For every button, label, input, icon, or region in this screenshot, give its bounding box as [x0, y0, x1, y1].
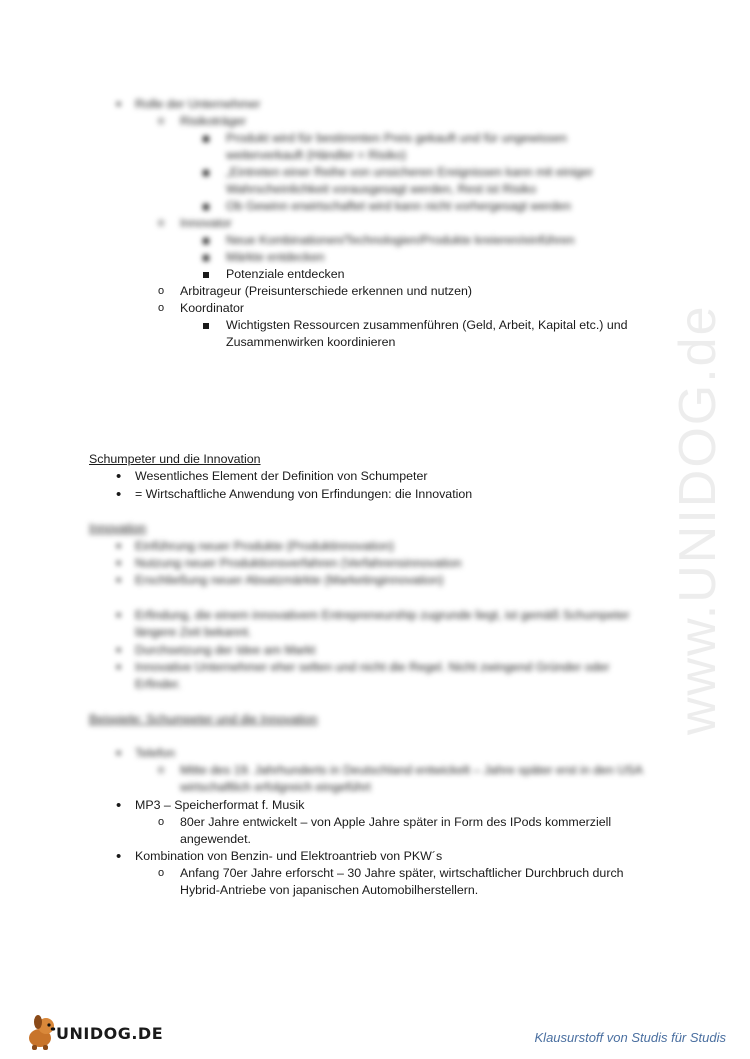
list-item-text: Produkt wird für bestimmten Preis gekauft und für ungewissen	[226, 131, 567, 145]
list-item-text: Wichtigsten Ressourcen zusammenführen (Geld, Arbeit, Kapital etc.) und	[226, 318, 628, 332]
list-item-text: Potenziale entdecken	[226, 267, 345, 281]
bullet-dot-icon: •	[116, 468, 122, 485]
list-item-text: Koordinator	[180, 301, 245, 315]
list-item-text: Innovative Unternehmer eher selten und nicht die Regel. Nicht zwingend Gründer oder	[135, 660, 610, 674]
bullet-dot-icon: •	[116, 96, 122, 113]
list-item-text: Arbitrageur (Preisunterschiede erkennen und nutzen)	[180, 284, 473, 298]
list-item-text: Neue Kombinationen/Technologien/Produkte kreieren/einführen	[226, 233, 575, 247]
list-item-text: Erfinder.	[135, 677, 182, 691]
examples-heading: Beispiele: Schumpeter und die Innovation	[89, 712, 318, 726]
list-item-text: Zusammenwirken koordinieren	[226, 335, 396, 349]
list-item-text: Erfindung, die einem innovativem Entrepreneurship zugrunde liegt, ist gemäß Schumpeter	[135, 608, 630, 622]
bullet-circle-icon: o	[158, 764, 165, 776]
list-item-text: Anfang 70er Jahre erforscht – 30 Jahre später, wirtschaftlicher Durchbruch durch	[180, 866, 624, 880]
list-item-text: Innovator	[180, 216, 232, 230]
bullet-dot-icon: •	[116, 538, 122, 555]
list-item-text: Einführung neuer Produkte (Produktinnovation)	[135, 539, 394, 553]
bullet-square-icon	[203, 249, 209, 266]
bullet-circle-icon: o	[158, 302, 165, 314]
bullet-dot-icon: •	[116, 572, 122, 589]
footer-tagline: Klausurstoff von Studis für Studis	[534, 1030, 726, 1045]
bullet-circle-icon: o	[158, 217, 165, 229]
bullet-square-icon	[203, 164, 209, 181]
bullet-dot-icon: •	[116, 642, 122, 659]
list-item-text: Wahrscheinlichkeit vorausgesagt werden, Rest ist Risiko	[226, 182, 537, 196]
bullet-dot-icon: •	[116, 745, 122, 762]
list-item-text: „Eintreten einer Reihe von unsicheren Ereignissen kann mit einiger	[226, 165, 594, 179]
watermark: www.UNIDOG.de	[669, 304, 727, 735]
bullet-dot-icon: •	[116, 659, 122, 676]
list-item-text: Rolle der Unternehmer	[135, 97, 261, 111]
schumpeter-heading: Schumpeter und die Innovation	[89, 452, 261, 466]
bullet-dot-icon: •	[116, 486, 122, 503]
bullet-circle-icon: o	[158, 285, 165, 297]
list-item-text: angewendet.	[180, 832, 251, 846]
list-item-text: Erschließung neuer Absatzmärkte (Marketinginnovation)	[135, 573, 444, 587]
bullet-circle-icon: o	[158, 115, 165, 127]
bullet-square-icon	[203, 317, 209, 334]
list-item-text: wirtschaftlich erfolgreich eingeführt	[180, 780, 371, 794]
list-item-text: MP3 – Speicherformat f. Musik	[135, 798, 305, 812]
bullet-square-icon	[203, 198, 209, 215]
list-item-text: Märkte entdecken	[226, 250, 325, 264]
innovation-heading: Innovation	[89, 521, 147, 535]
list-item-text: Telefon	[135, 746, 175, 760]
bullet-circle-icon: o	[158, 867, 165, 879]
list-item-text: weiterverkauft (Händler = Risiko)	[226, 148, 407, 162]
list-item-text: Risikoträger	[180, 114, 247, 128]
list-item-text: Kombination von Benzin- und Elektroantrieb von PKW´s	[135, 849, 443, 863]
list-item-text: Mitte des 19. Jahrhunderts in Deutschland entwickelt – Jahre später erst in den USA	[180, 763, 643, 777]
footer-logo-text: UNIDOG.DE	[56, 1024, 164, 1043]
bullet-dot-icon: •	[116, 607, 122, 624]
bullet-dot-icon: •	[116, 848, 122, 865]
list-item-text: Hybrid-Antriebe von japanischen Automobilherstellern.	[180, 883, 479, 897]
list-item-text: Wesentliches Element der Definition von Schumpeter	[135, 469, 428, 483]
bullet-square-icon	[203, 232, 209, 249]
bullet-square-icon	[203, 266, 209, 283]
list-item-text: Ob Gewinn erwirtschaftet wird kann nicht vorhergesagt werden	[226, 199, 572, 213]
bullet-circle-icon: o	[158, 816, 165, 828]
bullet-square-icon	[203, 130, 209, 147]
bullet-dot-icon: •	[116, 797, 122, 814]
list-item-text: 80er Jahre entwickelt – von Apple Jahre später in Form des IPods kommerziell	[180, 815, 612, 829]
list-item-text: = Wirtschaftliche Anwendung von Erfindungen: die Innovation	[135, 487, 473, 501]
bullet-dot-icon: •	[116, 555, 122, 572]
list-item-text: Nutzung neuer Produktionsverfahren (Verfahrensinnovation	[135, 556, 462, 570]
list-item-text: Durchsetzung der Idee am Markt	[135, 643, 316, 657]
list-item-text: längere Zeit bekannt.	[135, 625, 252, 639]
